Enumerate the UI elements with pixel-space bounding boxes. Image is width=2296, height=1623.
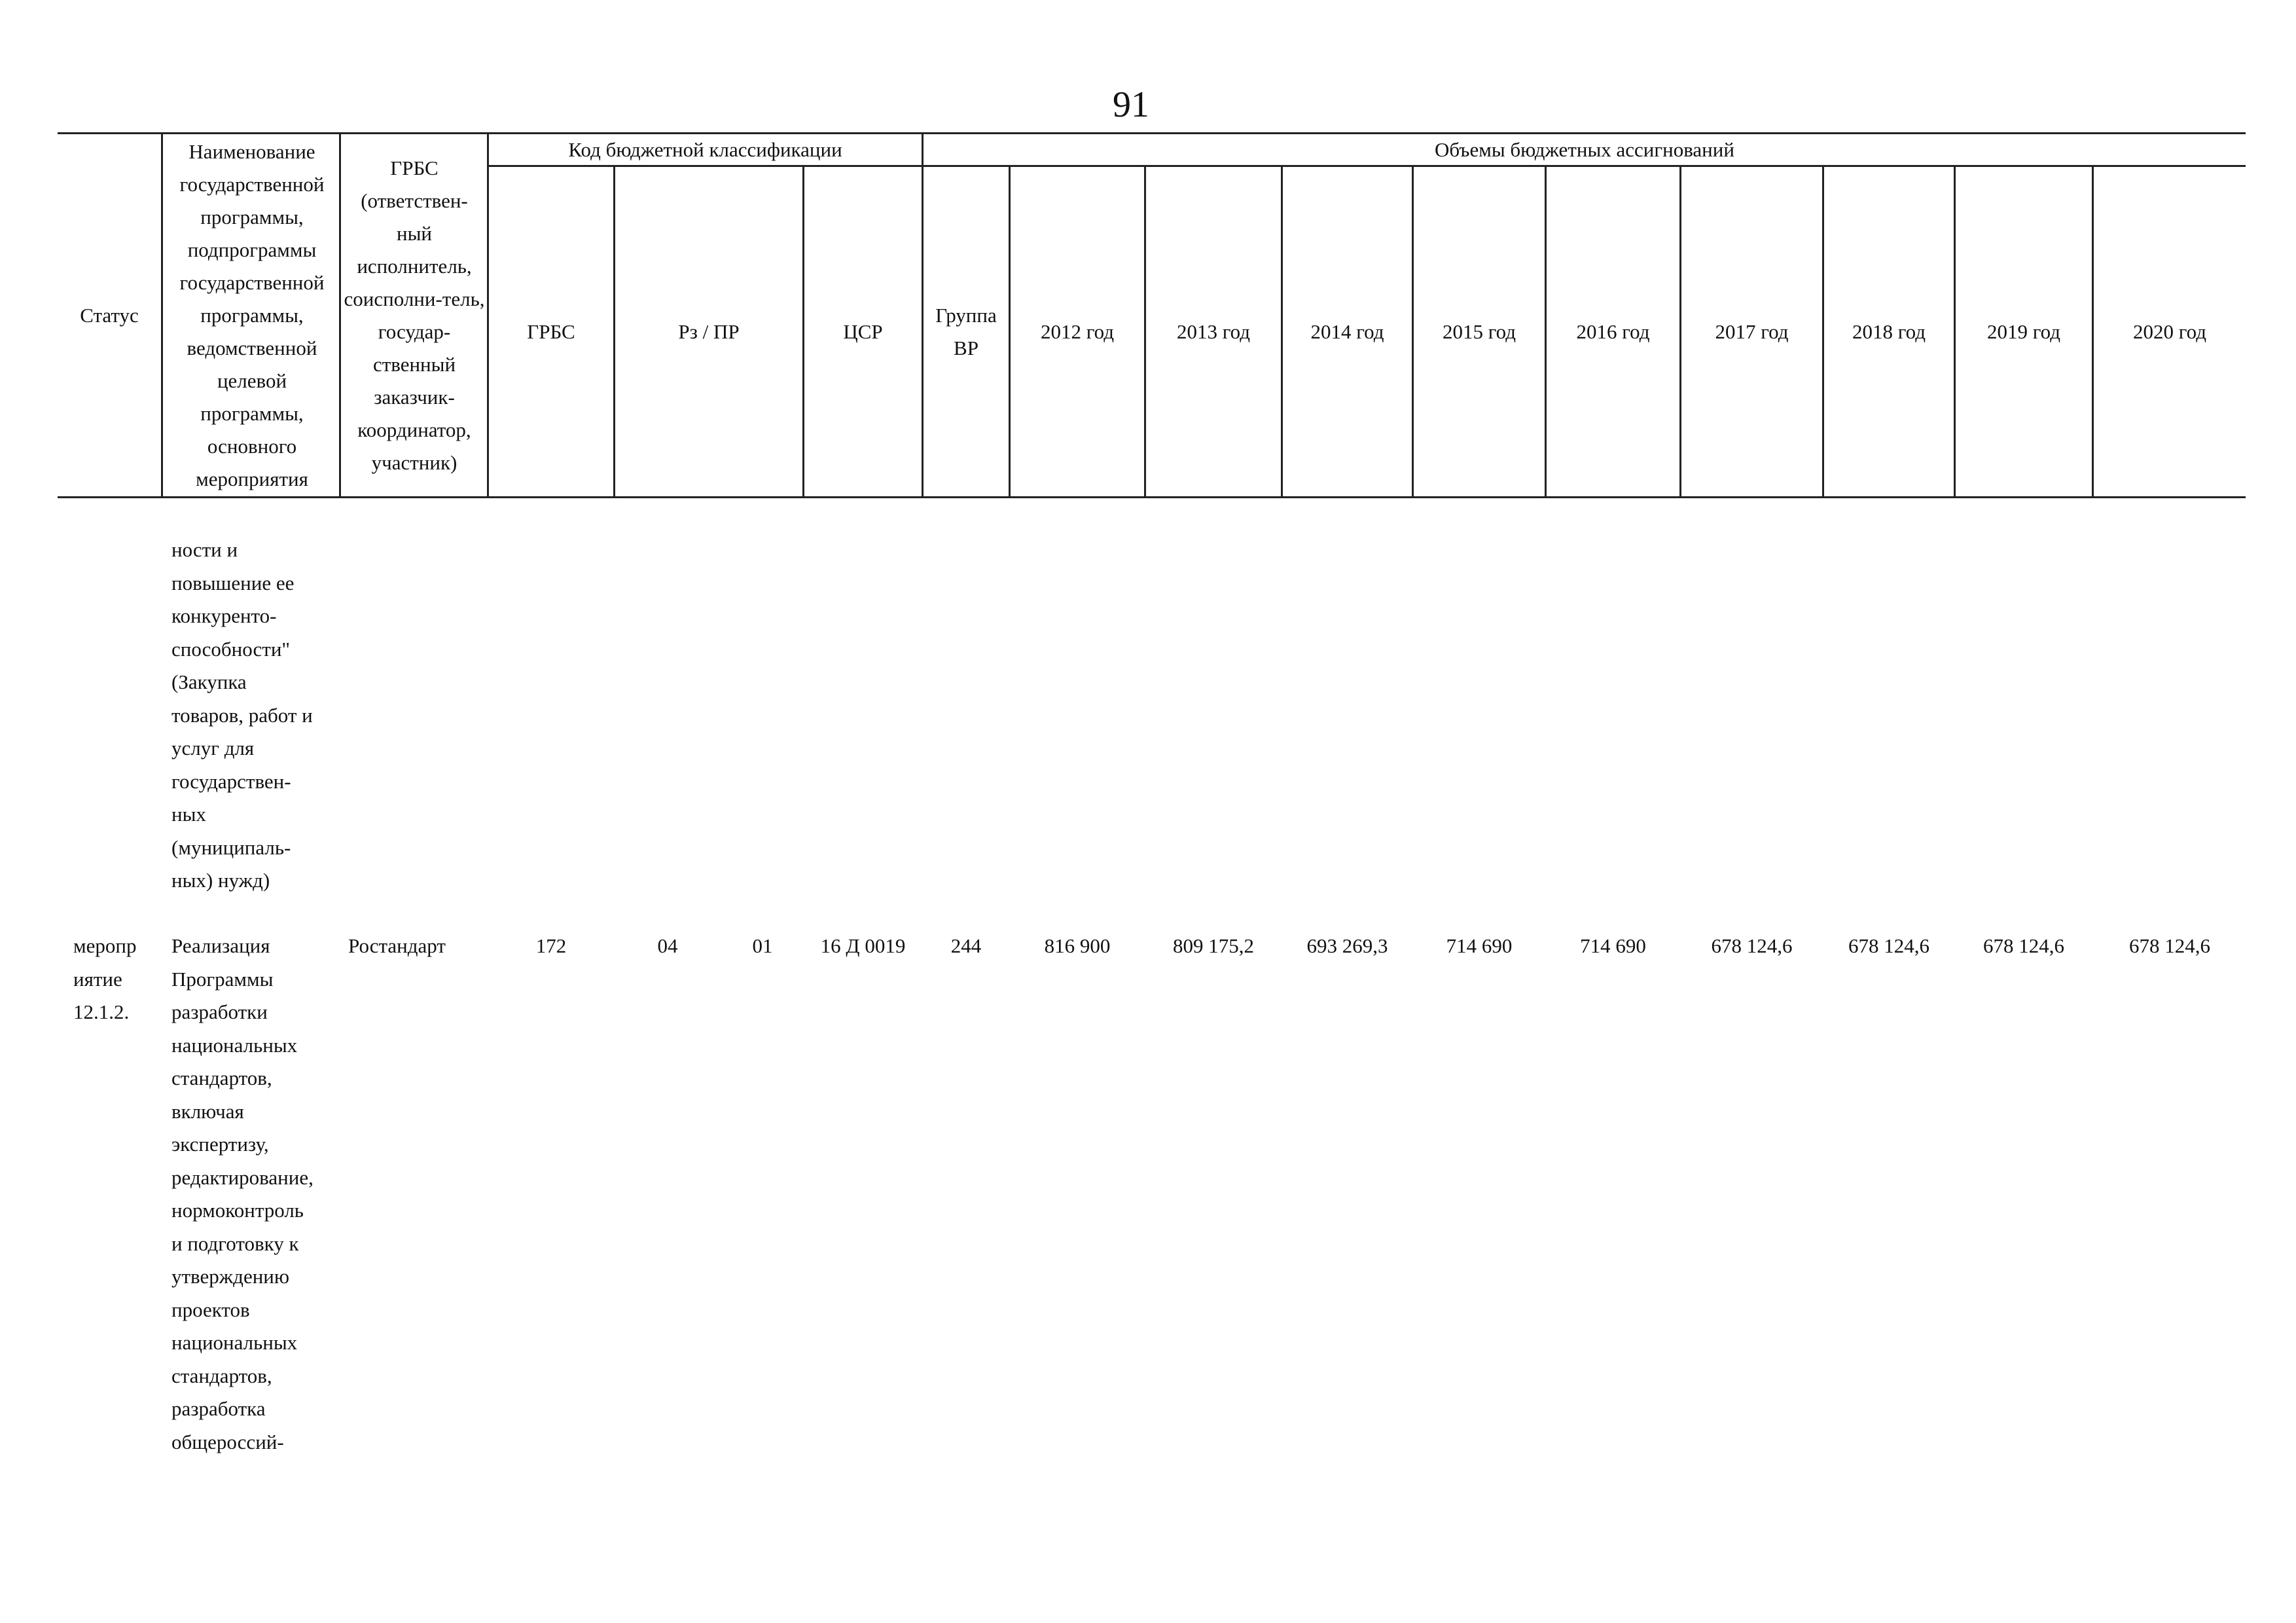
row-value-2016: 714 690 [1580,934,1646,957]
header-year-2018: 2018 год [1852,319,1926,343]
row-status: меропр иятие 12.1.2. [73,934,137,1023]
header-kbk-group: Код бюджетной классификации [568,137,842,161]
header-year-2013: 2013 год [1176,319,1251,343]
row-value-2020: 678 124,6 [2129,934,2210,957]
header-year-2019: 2019 год [1986,319,2061,343]
header-rz-pr: Рз / ПР [678,319,740,343]
header-volumes-group: Объемы бюджетных ассигнований [1435,137,1734,161]
row-value-2015: 714 690 [1446,934,1513,957]
row-name: Реализация Программы разработки национальных стандартов, включая экспертизу, редактирование, нормоконтроль и подготовку к утверждению проектов национальных стандартов, разработка общероссий- [171,934,314,1453]
row-value-2019: 678 124,6 [1983,934,2064,957]
row-grbs-name: Ростандарт [348,934,446,957]
row-value-2012: 816 900 [1044,934,1111,957]
page-number: 91 [1113,84,1149,125]
col-divider [161,132,163,498]
header-year-2017: 2017 год [1715,319,1789,343]
header-grbs-full: ГРБС (ответствен-ный исполнитель, соисполни-тель, государ-ственный заказчик-координатор, участник) [344,156,485,474]
header-grbs: ГРБС [527,319,575,343]
row-vr: 244 [950,934,982,957]
row-rz: 04 [657,934,678,957]
header-year-2012: 2012 год [1040,319,1115,343]
continuation-text: ности и повышение ее конкуренто- способности" (Закупка товаров, работ и услуг для государствен- ных (муниципаль- ных) нужд) [171,538,313,892]
row-pr: 01 [752,934,773,957]
header-year-2016: 2016 год [1576,319,1650,343]
row-csr: 16 Д 0019 [820,934,906,957]
header-bottom-border [58,496,2246,498]
header-csr: ЦСР [843,319,883,343]
header-name: Наименование государственной программы, подпрограммы государственной программы, ведомственной целевой программы, основного мероприятия [179,139,325,490]
header-year-2014: 2014 год [1310,319,1384,343]
row-value-2018: 678 124,6 [1848,934,1929,957]
row-grbs: 172 [535,934,567,957]
header-vr: Группа ВР [935,303,997,359]
header-status: Статус [80,303,139,327]
header-year-2015: 2015 год [1442,319,1516,343]
row-value-2014: 693 269,3 [1306,934,1388,957]
row-value-2017: 678 124,6 [1711,934,1793,957]
header-year-2020: 2020 год [2132,319,2207,343]
col-divider [339,132,341,498]
row-value-2013: 809 175,2 [1173,934,1254,957]
